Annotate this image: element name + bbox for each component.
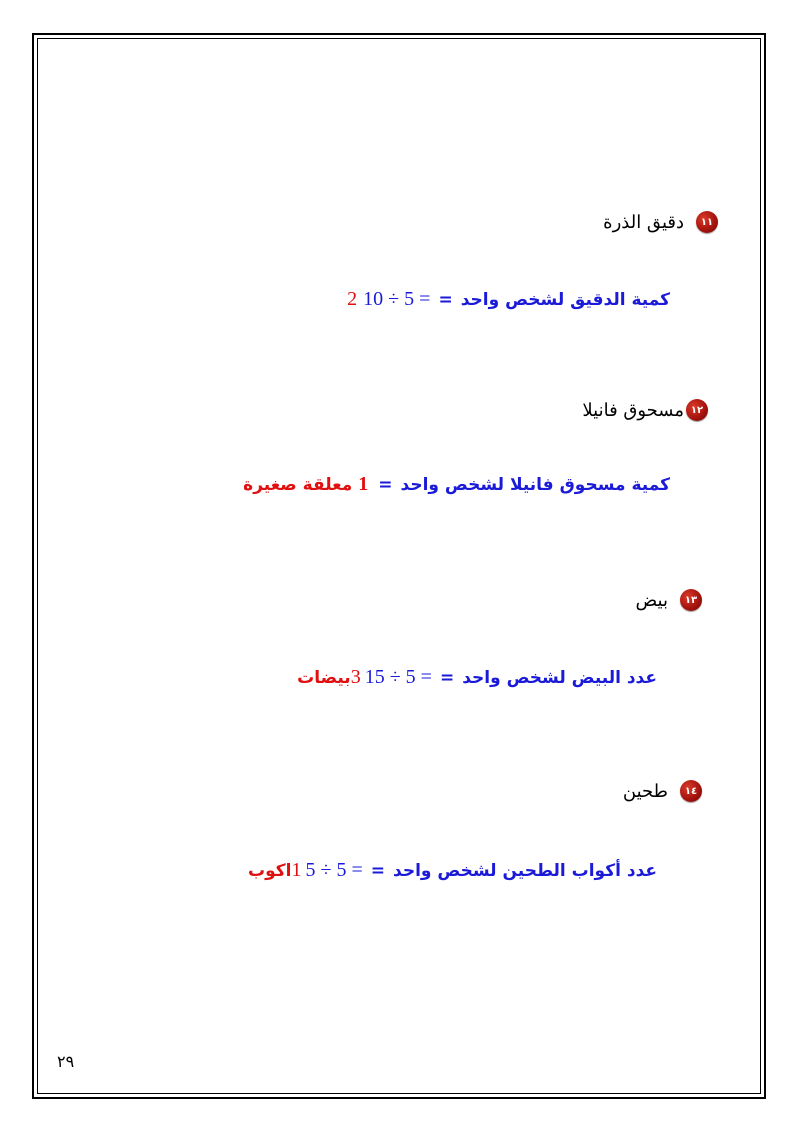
equation-result-unit: بيضات — [297, 668, 351, 688]
equation-label: عدد أكواب الطحين لشخص واحد — [393, 861, 657, 881]
number-badge: ١٣ — [680, 589, 702, 611]
equals-sign: = — [439, 668, 455, 688]
equation-math: 5 ÷ 5 = — [305, 859, 363, 881]
equation-label: كمية مسحوق فانيلا لشخص واحد — [400, 475, 670, 495]
item-title: دقيق الذرة — [603, 211, 684, 233]
equation-math: 10 ÷ 5 = — [363, 288, 431, 310]
equation-math: 15 ÷ 5 = — [364, 666, 432, 688]
page-number: ٢٩ — [57, 1052, 75, 1071]
equation-result-number: 1 — [291, 859, 302, 881]
equation-result-number: 3 — [350, 666, 361, 688]
equals-sign: = — [378, 475, 393, 495]
item-title: طحين — [622, 780, 668, 802]
item-title: بيض — [635, 589, 668, 611]
equation-corn-flour — [347, 288, 670, 311]
equation-result-unit: معلقة صغيرة — [243, 475, 353, 495]
item-heading-vanilla — [582, 399, 708, 421]
number-badge: ١١ — [696, 211, 718, 233]
page-border-inner — [37, 38, 761, 1094]
equation-label: عدد البيض لشخص واحد — [462, 668, 657, 688]
equation-result-number: 1 — [358, 473, 369, 495]
equation-label: كمية الدقيق لشخص واحد — [460, 290, 670, 310]
item-title: مسحوق فانيلا — [582, 399, 684, 421]
equation-result-unit: اكوب — [248, 861, 292, 881]
equation-flour — [248, 859, 657, 882]
equals-sign: = — [370, 861, 386, 881]
equation-eggs — [297, 666, 657, 689]
item-heading-corn-flour — [603, 211, 718, 233]
equation-result: 2 — [347, 288, 358, 310]
equals-sign: = — [438, 290, 453, 310]
number-badge: ١٤ — [680, 780, 702, 802]
item-heading-eggs — [636, 589, 703, 611]
equation-vanilla — [243, 473, 670, 496]
item-heading-flour — [623, 780, 702, 802]
number-badge: ١٢ — [686, 399, 708, 421]
